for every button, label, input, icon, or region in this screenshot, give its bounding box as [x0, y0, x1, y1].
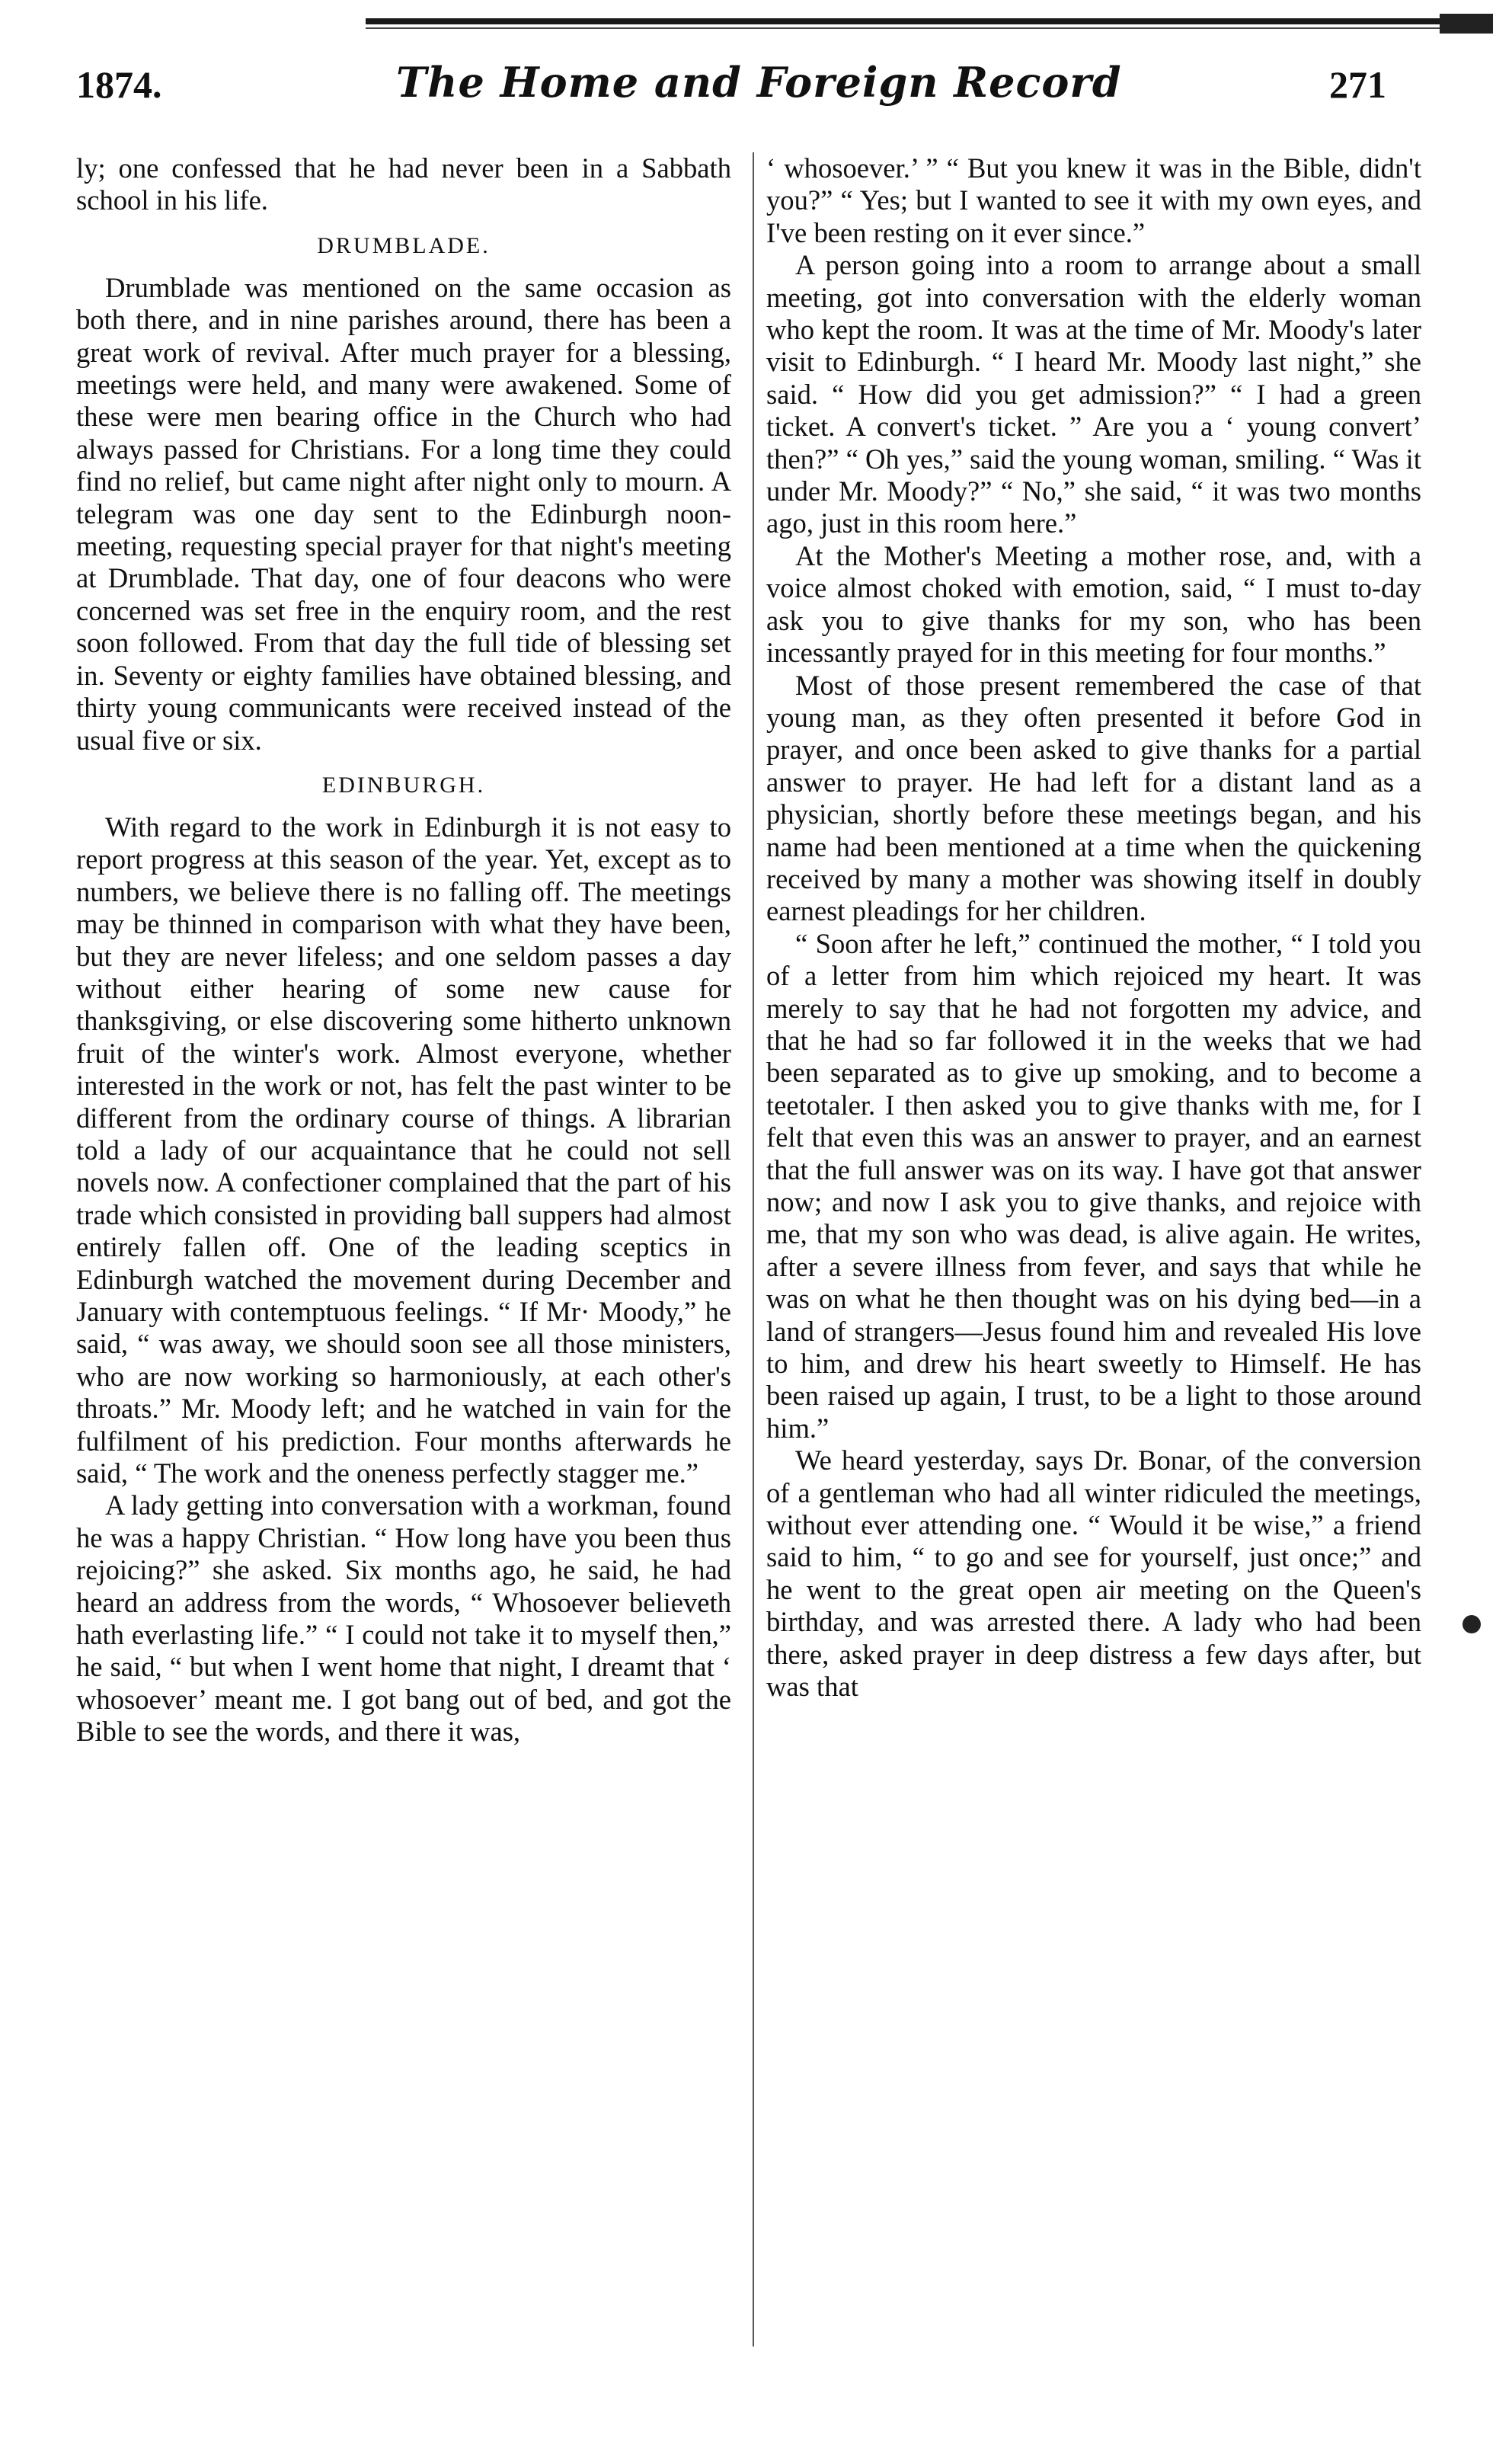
paragraph: ‘ whosoever.’ ” “ But you knew it was in the Bible, didn't you?” “ Yes; but I wanted to see it with my own eyes, and I've been resting on it ever since.” — [766, 152, 1421, 248]
page-number: 271 — [1329, 63, 1386, 106]
paragraph: Drumblade was mentioned on the same occasion as both there, and in nine parishes around, there has been a great work of revival. After much prayer for a blessing, meetings were held, and many were awakened. Some of these were men bearing office in the Church who had always passed for Christians. For a long time they could find no relief, but came night after night only to mourn. A telegram was one day sent to the Edinburgh noon-meeting, requesting special prayer for that night's meeting at Drumblade. That day, one of four deacons who were concerned was set free in the enquiry room, and the rest soon followed. From that day the full tide of blessing set in. Seventy or eighty families have obtained blessing, and thirty young communicants were received instead of the usual five or six. — [76, 271, 731, 756]
opening-fragment: ly; one confessed that he had never been in a Sabbath school in his life. — [76, 152, 731, 216]
section-heading-drumblade: DRUMBLADE. — [317, 232, 491, 258]
header-title: The Home and Foreign Record — [396, 58, 1122, 107]
left-column — [76, 152, 731, 1748]
page-header — [76, 47, 1386, 116]
column-divider — [753, 152, 754, 2346]
paragraph: A lady getting into conversation with a workman, found he was a happy Christian. “ How long have you been thus rejoicing?” she asked. Six months ago, he said, he had heard an address from the words, “ Whosoever believeth hath everlasting life.” “ I could not take it to myself then,” he said, “ but when I went home that night, I dreamt that ‘ whosoever’ meant me. I got bang out of bed, and got the Bible to see the words, and there it was, — [76, 1489, 731, 1748]
right-column — [766, 152, 1421, 1703]
paragraph: A person going into a room to arrange about a small meeting, got into conversation with the elderly woman who kept the room. It was at the time of Mr. Moody's later visit to Edinburgh. “ I heard Mr. Moody last night,” she said. “ How did you get admission?” “ I had a green ticket. A convert's ticket. ” Are you a ‘ young convert’ then?” “ Oh yes,” said the young woman, smiling. “ Was it under Mr. Moody?” “ No,” she said, “ it was two months ago, just in this room here.” — [766, 249, 1421, 539]
paragraph: “ Soon after he left,” continued the mother, “ I told you of a letter from him which rejoiced my heart. It was merely to say that he had not forgotten my advice, and that he had so far followed it in the weeks that we had been separated as to give up smoking, and to become a teetotaler. I then asked you to give thanks with me, for I felt that even this was an answer to prayer, and an earnest that the full answer was on its way. I have got that answer now; and now I ask you to give thanks, and rejoice with me, that my son who was dead, is alive again. He writes, after a severe illness from fever, and says that while he was on what he then thought was on his dying bed—in a land of strangers—Jesus found him and revealed His love to him, and drew his heart sweetly to Himself. He has been raised up again, I trust, to be a light to those around him.” — [766, 927, 1421, 1444]
top-rule — [366, 14, 1493, 34]
section-heading-edinburgh: EDINBURGH. — [321, 772, 486, 798]
ink-spot — [1462, 1615, 1481, 1633]
paragraph: We heard yesterday, says Dr. Bonar, of the conversion of a gentleman who had all winter ridiculed the meetings, without ever attending one. “ Would it be wise,” a friend said to him, “ to go and see for yourself, just once;” and he went to the great open air meeting on the Queen's birthday, and was arrested there. A lady who had been there, asked prayer in deep distress a few days after, but was that — [766, 1444, 1421, 1703]
paragraph: With regard to the work in Edinburgh it is not easy to report progress at this season of the year. Yet, except as to numbers, we believe there is no falling off. The meetings may be thinned in comparison with what they have been, but they are never lifeless; and one seldom passes a day without either hearing of some new cause for thanksgiving, or else discovering some hitherto unknown fruit of the winter's work. Almost everyone, whether interested in the work or not, has felt the past winter to be different from the ordinary course of things. A librarian told a lady of our acquaintance that he could not sell novels now. A confectioner complained that the part of his trade which consisted in providing ball suppers had almost entirely fallen off. One of the leading sceptics in Edinburgh watched the movement during December and January with contemptuous feelings. “ If Mr· Moody,” he said, “ was away, we should soon see all those ministers, who are now working so harmoniously, at each other's throats.” Mr. Moody left; and he watched in vain for the fulfilment of his prediction. Four months afterwards he said, “ The work and the oneness perfectly stagger me.” — [76, 811, 731, 1489]
paragraph: Most of those present remembered the case of that young man, as they often presented it before God in prayer, and once been asked to give thanks for a partial answer to prayer. He had left for a distant land as a physician, shortly before these meetings began, and his name had been mentioned at a time when the quickening received by many a mother was showing itself in doubly earnest pleadings for her children. — [766, 669, 1421, 927]
paragraph: At the Mother's Meeting a mother rose, and, with a voice almost choked with emotion, said, “ I must to-day ask you to give thanks for my son, who has been incessantly prayed for in this meeting for four months.” — [766, 539, 1421, 669]
header-year: 1874. — [76, 63, 162, 106]
